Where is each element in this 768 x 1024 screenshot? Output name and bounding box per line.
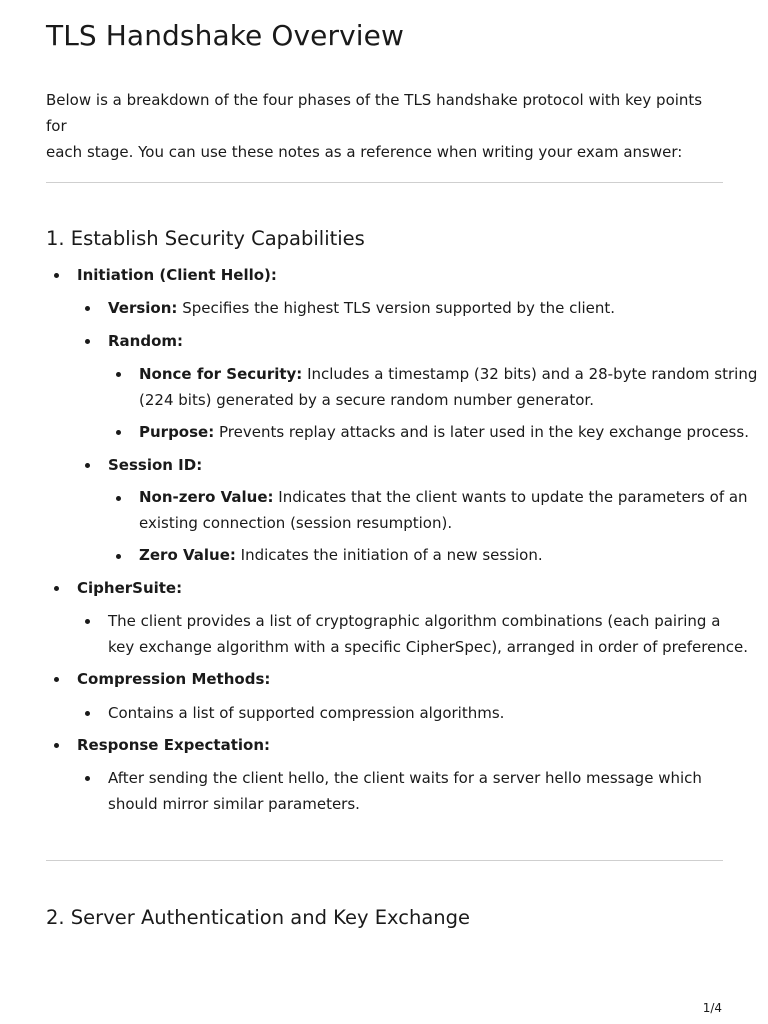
bullet-icon (85, 776, 90, 781)
version-label: Version: (108, 299, 178, 317)
list-item-ciphersuite (77, 575, 182, 601)
nonzero-text-2: existing connection (session resumption). (139, 514, 453, 532)
nonzero-label: Non-zero Value: (139, 488, 274, 506)
list-item-ciphersuite-text (108, 608, 748, 660)
nonce-label: Nonce for Security: (139, 365, 303, 383)
intro-line-1: Below is a breakdown of the four phases of the TLS handshake protocol with key points for (46, 91, 703, 135)
list-item-response-text (108, 765, 702, 817)
list-item-purpose (139, 419, 749, 445)
nonce-text-2: (224 bits) generated by a secure random number generator. (139, 391, 594, 409)
compression-text: Contains a list of supported compression algorithms. (108, 704, 505, 722)
bullet-icon (54, 677, 59, 682)
bullet-icon (116, 554, 121, 559)
response-label: Response Expectation: (77, 736, 271, 754)
bullet-icon (116, 372, 121, 377)
purpose-label: Purpose: (139, 423, 215, 441)
purpose-text: Prevents replay attacks and is later used in the key exchange process. (214, 423, 749, 441)
ciphersuite-text-2: key exchange algorithm with a specific CipherSpec), arranged in order of preference. (108, 638, 749, 656)
bullet-icon (116, 430, 121, 435)
zero-label: Zero Value: (139, 546, 236, 564)
list-item-version (108, 295, 615, 321)
ciphersuite-label: CipherSuite: (77, 579, 183, 597)
intro-paragraph (46, 87, 724, 165)
initiation-label: Initiation (Client Hello): (77, 266, 277, 284)
section-2-heading: 2. Server Authentication and Key Exchange (46, 906, 471, 929)
version-text: Specifies the highest TLS version supported by the client. (177, 299, 616, 317)
list-item-random (108, 328, 183, 354)
section-1-heading: 1. Establish Security Capabilities (46, 227, 365, 250)
intro-line-2: each stage. You can use these notes as a reference when writing your exam answer: (46, 143, 683, 161)
list-item-initiation (77, 262, 277, 288)
bullet-icon (85, 711, 90, 716)
bullet-icon (85, 339, 90, 344)
random-label: Random: (108, 332, 184, 350)
section-divider (46, 860, 723, 861)
bullet-icon (54, 586, 59, 591)
bullet-icon (85, 619, 90, 624)
list-item-compression-text (108, 700, 504, 726)
nonce-text-1: Includes a timestamp (32 bits) and a 28-byte random string (302, 365, 758, 383)
bullet-icon (54, 743, 59, 748)
list-item-zero (139, 542, 543, 568)
bullet-icon (54, 273, 59, 278)
list-item-nonce (139, 361, 757, 413)
section-divider (46, 182, 723, 183)
list-item-session-id (108, 452, 202, 478)
page-number: 1/4 (702, 1001, 722, 1015)
response-text-1: After sending the client hello, the client waits for a server hello message which (108, 769, 702, 787)
bullet-icon (85, 463, 90, 468)
response-text-2: should mirror similar parameters. (108, 795, 360, 813)
list-item-compression (77, 666, 270, 692)
nonzero-text-1: Indicates that the client wants to update the parameters of an (273, 488, 748, 506)
page-title: TLS Handshake Overview (46, 19, 404, 52)
bullet-icon (116, 496, 121, 501)
ciphersuite-text-1: The client provides a list of cryptographic algorithm combinations (each pairing a (108, 612, 721, 630)
compression-label: Compression Methods: (77, 670, 271, 688)
zero-text: Indicates the initiation of a new session. (235, 546, 543, 564)
bullet-icon (85, 306, 90, 311)
list-item-nonzero (139, 484, 748, 536)
session-label: Session ID: (108, 456, 203, 474)
list-item-response (77, 732, 270, 758)
